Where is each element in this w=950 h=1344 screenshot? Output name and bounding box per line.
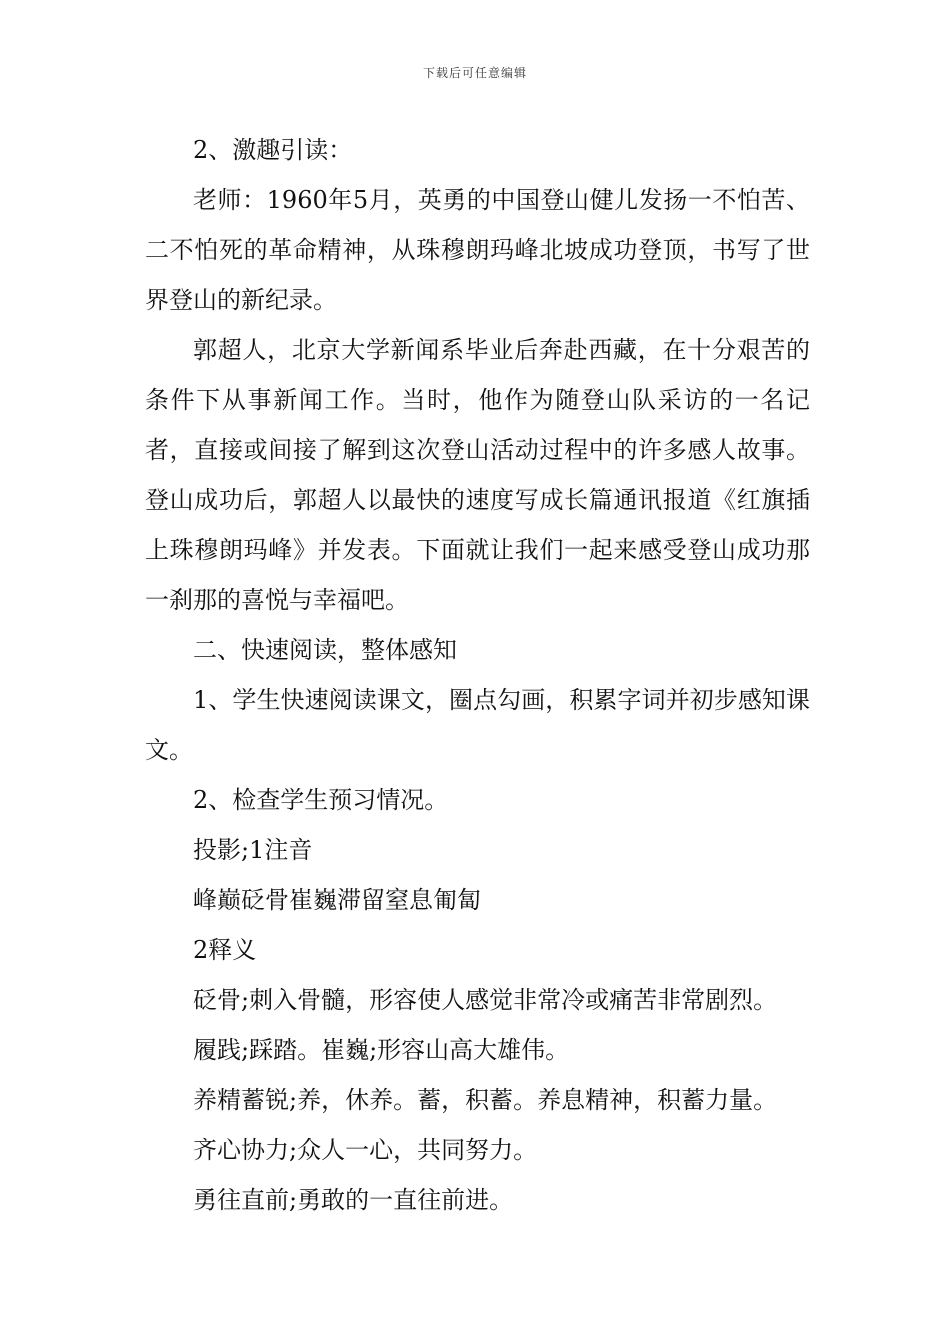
paragraph-definitions-heading: 2释义 [193, 936, 257, 964]
paragraph-definition-yang-jing: 养精蓄锐;养，休养。蓄，积蓄。养息精神，积蓄力量。 [193, 1086, 778, 1114]
paragraph-section-heading: 二、快速阅读，整体感知 [193, 636, 457, 664]
paragraph-intro-heading: 2、激趣引读： [193, 136, 353, 164]
paragraph-vocabulary-list: 峰巅砭骨崔巍滞留窒息匍匐 [193, 886, 481, 914]
paragraph-step-2: 2、检查学生预习情况。 [193, 786, 449, 814]
paragraph-teacher-intro: 老师：1960年5月，英勇的中国登山健儿发扬一不怕苦、二不怕死的革命精神，从珠穆朗玛峰北坡成功登顶，书写了世界登山的新纪录。 [145, 186, 810, 314]
paragraph-definition-qi-xin: 齐心协力;众人一心，共同努力。 [193, 1136, 538, 1164]
paragraph-projection-phonetics: 投影;1注音 [193, 836, 313, 864]
paragraph-definition-lv-jian: 履践;踩踏。崔巍;形容山高大雄伟。 [193, 1036, 570, 1064]
document-body [145, 125, 810, 1225]
paragraph-author-background: 郭超人，北京大学新闻系毕业后奔赴西藏，在十分艰苦的条件下从事新闻工作。当时，他作为随登山队采访的一名记者，直接或间接了解到这次登山活动过程中的许多感人故事。登山成功后，郭超人以最快的速度写成长篇通讯报道《红旗插上珠穆朗玛峰》并发表。下面就让我们一起来感受登山成功那一刹那的喜悦与幸福吧。 [145, 336, 810, 614]
paragraph-step-1: 1、学生快速阅读课文，圈点勾画，积累字词并初步感知课文。 [145, 686, 810, 764]
paragraph-definition-yong-wang: 勇往直前;勇敢的一直往前进。 [193, 1186, 514, 1214]
page-header: 下载后可任意编辑 [422, 66, 527, 80]
paragraph-definition-bian-gu: 砭骨;刺入骨髓，形容使人感觉非常冷或痛苦非常剧烈。 [193, 986, 778, 1014]
